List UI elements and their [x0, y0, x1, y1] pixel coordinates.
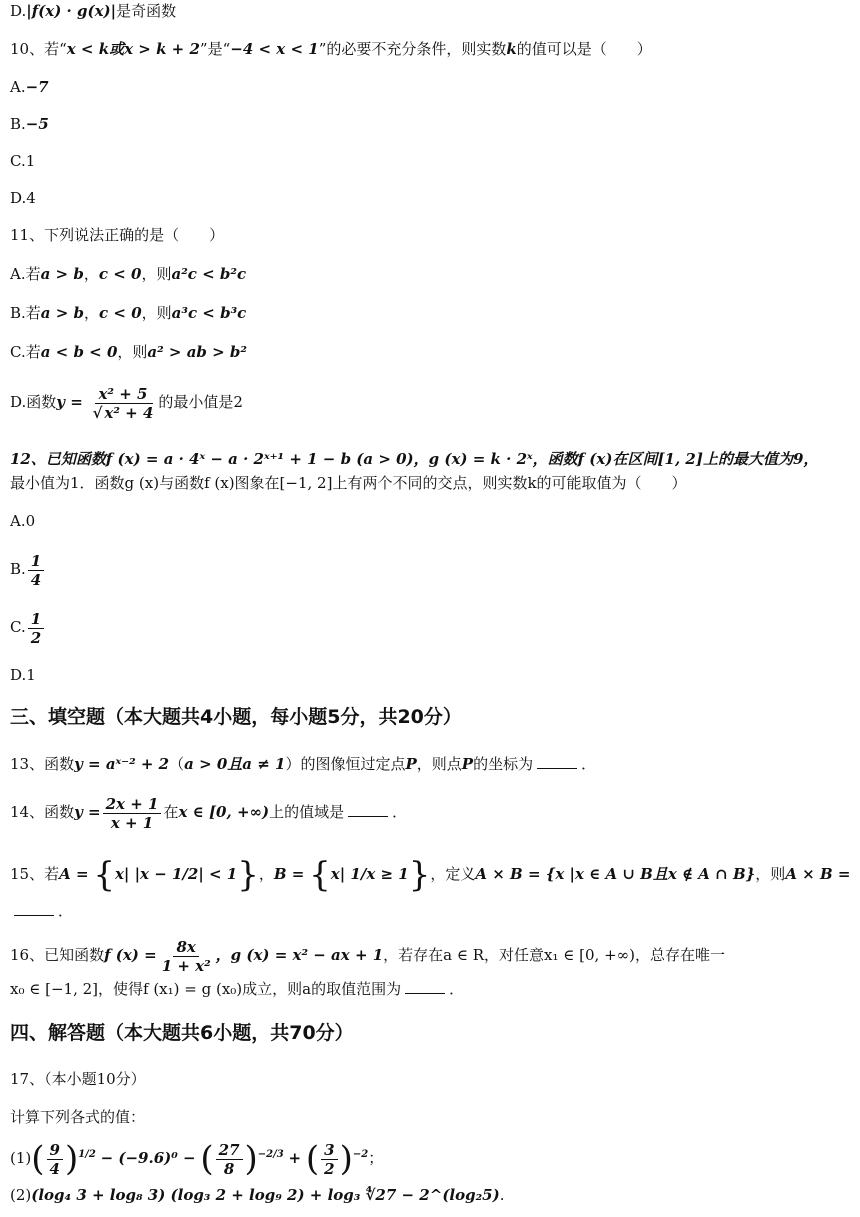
stem-text: 在	[163, 803, 179, 821]
math-expr: x < k或x > k + 2	[66, 40, 200, 58]
q11-option-d	[10, 380, 243, 424]
q15-line2	[10, 900, 73, 922]
math-expr: −4 < x < 1	[230, 40, 319, 58]
q12-option-d	[10, 664, 36, 686]
option-label: D.	[10, 189, 27, 207]
answer-blank[interactable]	[348, 804, 388, 817]
section-3-heading: 三、填空题（本大题共4小题，每小题5分，共20分）	[10, 706, 462, 728]
stem-text: 的值可以是（ ）	[516, 40, 652, 58]
answer-blank[interactable]	[405, 981, 445, 994]
math-expr: +	[288, 1149, 302, 1167]
stem-text: ，若存在a ∈ R，对任意x₁ ∈ [0, +∞)，总存在唯一	[383, 946, 726, 964]
option-value: 1	[25, 152, 36, 170]
answer-blank[interactable]	[14, 903, 54, 916]
answer-blank[interactable]	[537, 756, 577, 769]
option-text: 的最小值是2	[158, 393, 243, 411]
option-label: D.	[10, 2, 27, 20]
fraction	[90, 385, 157, 422]
stem-text: 10、若“	[10, 40, 67, 58]
q11-stem: 11、下列说法正确的是（ ）	[10, 226, 225, 244]
math-expr: a²c < b²c	[171, 265, 247, 283]
then-text: ，则	[141, 265, 172, 283]
option-label: A.	[10, 512, 26, 530]
option-text: 是奇函数	[116, 2, 177, 20]
denominator: √ x² + 4	[92, 403, 154, 422]
numerator: 1	[28, 552, 44, 571]
denominator: 8	[223, 1159, 235, 1178]
option-value: −5	[25, 115, 49, 133]
math-expr: A × B =	[785, 865, 851, 883]
math-expr: x| 1/x ≥ 1	[330, 865, 409, 883]
math-expr: y =	[74, 803, 101, 821]
q17-prompt: 计算下列各式的值：	[10, 1108, 146, 1126]
stem-text: ，则	[755, 865, 786, 883]
numerator: x² + 5	[95, 385, 150, 404]
q10-option-c	[10, 150, 35, 172]
paren: (	[305, 1139, 320, 1179]
brace: {	[309, 855, 331, 895]
then-text: ，则	[117, 343, 148, 361]
denominator: 2	[324, 1159, 335, 1178]
stem-text: （	[169, 755, 185, 773]
q12-stem-line2: 最小值为1．函数g (x)与函数f (x)图象在[−1, 2]上有两个不同的交点，则实数k的可能取值为（ ）	[10, 474, 687, 492]
math-expr: B =	[273, 865, 305, 883]
stem-text: ，则点	[416, 755, 462, 773]
exponent: 1/2	[78, 1149, 96, 1160]
math-var: P	[461, 755, 474, 773]
numerator: 3	[321, 1141, 337, 1160]
paren: (	[200, 1139, 214, 1179]
option-label: C.若	[10, 343, 41, 361]
option-label: D.	[10, 666, 27, 684]
then-text: ，则	[141, 304, 172, 322]
q12-option-b	[10, 548, 46, 590]
q10-stem	[10, 38, 652, 60]
math-expr: A =	[59, 865, 89, 883]
sep: ，	[83, 265, 99, 283]
option-label: A.	[10, 78, 26, 96]
sep: ，	[258, 865, 274, 883]
math-expr: a > 0且a ≠ 1	[184, 755, 286, 773]
q16-line2	[10, 978, 464, 1000]
option-label: C.	[10, 152, 26, 170]
math-expr: a < b < 0	[40, 343, 118, 361]
fraction	[28, 610, 44, 647]
brace: }	[237, 855, 259, 895]
math-expr: f (x) =	[104, 946, 157, 964]
q10-option-b	[10, 113, 49, 135]
fraction	[159, 938, 214, 975]
sep: ，	[84, 304, 100, 322]
q13	[10, 753, 596, 775]
math-expr: a³c < b³c	[171, 304, 247, 322]
fraction	[28, 552, 44, 589]
punct: .	[499, 1186, 505, 1204]
numerator: 2x + 1	[103, 795, 162, 814]
q15	[10, 852, 850, 896]
option-label: B.	[10, 115, 26, 133]
stem-text: 16、已知函数	[10, 946, 105, 964]
option-label: B.若	[10, 304, 41, 322]
math-expr: − (−9.6)⁰ −	[100, 1149, 196, 1167]
q17-part2	[10, 1184, 505, 1206]
math-expr: x ∈ [0, +∞)	[178, 803, 270, 821]
paren: )	[64, 1139, 79, 1179]
q14	[10, 790, 407, 834]
math-var: P	[405, 755, 417, 773]
stem-text: 上的值域是	[269, 803, 345, 821]
numerator: 27	[216, 1141, 243, 1160]
paren: )	[339, 1139, 353, 1179]
punct: ；	[368, 1149, 384, 1167]
stem-text: 的坐标为	[473, 755, 534, 773]
math-expr: c < 0	[98, 265, 142, 283]
option-label: D.函数	[10, 393, 57, 411]
q12-option-a	[10, 510, 35, 532]
math-expr: A × B = {x |x ∈ A ∪ B且x ∉ A ∩ B}	[475, 865, 756, 883]
option-value: 0	[25, 512, 36, 530]
q17-header: 17、（本小题10分）	[10, 1070, 146, 1088]
numerator: 1	[28, 610, 44, 629]
radicand: x² + 4	[104, 403, 154, 422]
option-label: C.	[10, 618, 26, 636]
math-expr: a > b	[40, 304, 85, 322]
stem-text: ”的必要不充分条件，则实数	[318, 40, 507, 58]
q12-option-c	[10, 606, 46, 648]
q11-option-b	[10, 302, 246, 324]
option-value: −7	[25, 78, 49, 96]
q17-part1	[10, 1130, 383, 1183]
denominator: 4	[49, 1159, 60, 1178]
math-expr: ，g (x) = x² − ax + 1	[215, 946, 384, 964]
numerator: 8x	[173, 938, 198, 957]
math-expr: c < 0	[99, 304, 142, 322]
stem-text: ）的图像恒过定点	[285, 755, 406, 773]
paren: (	[31, 1139, 45, 1179]
stem-text: 15、若	[10, 865, 60, 883]
q10-option-d	[10, 187, 36, 209]
option-value: 1	[26, 666, 36, 684]
q11-option-a	[10, 263, 246, 285]
math-expr: x| |x − 1/2| < 1	[114, 865, 238, 883]
math-expr: |f(x) · g(x)|	[26, 2, 117, 20]
denominator: x + 1	[110, 813, 154, 832]
math-expr: a² > ab > b²	[147, 343, 247, 361]
fraction	[216, 1141, 243, 1178]
fraction	[321, 1141, 337, 1178]
exponent: −2	[352, 1149, 369, 1160]
fraction	[47, 1141, 63, 1178]
math-expr: y = aˣ⁻² + 2	[74, 755, 170, 773]
math-expr: (log₄ 3 + log₈ 3) (log₃ 2 + log₉ 2) + log₃ ∜27 − 2^(log₂5)	[31, 1186, 500, 1204]
stem-text: 14、函数	[10, 803, 75, 821]
denominator: 1 + x²	[161, 956, 211, 975]
brace: }	[408, 855, 431, 895]
denominator: 4	[30, 570, 42, 589]
brace: {	[93, 855, 115, 895]
punct: ．	[449, 980, 465, 998]
math-var: k	[506, 40, 517, 58]
q11-option-c	[10, 341, 247, 363]
q12-stem-line1: 12、已知函数f (x) = a · 4ˣ − a · 2ˣ⁺¹ + 1 − b (a > 0)，g (x) = k · 2ˣ，函数f (x)在区间[1, 2]上的最大值为9，	[10, 450, 819, 468]
punct: ．	[58, 902, 74, 920]
punct: ．	[581, 755, 597, 773]
part-label: (1)	[10, 1149, 32, 1167]
fraction	[103, 795, 162, 832]
stem-text: ，定义	[430, 865, 476, 883]
q10-option-a	[10, 76, 49, 98]
option-label: A.若	[10, 265, 41, 283]
numerator: 9	[47, 1141, 63, 1160]
stem-text: ”是“	[199, 40, 231, 58]
option-value: 4	[26, 189, 36, 207]
punct: ．	[392, 803, 408, 821]
option-label: B.	[10, 560, 26, 578]
stem-text: 13、函数	[10, 755, 75, 773]
paren: )	[244, 1139, 258, 1179]
math-expr: a > b	[40, 265, 84, 283]
section-4-heading: 四、解答题（本大题共6小题，共70分）	[10, 1022, 354, 1044]
denominator: 2	[30, 628, 42, 647]
part-label: (2)	[10, 1186, 32, 1204]
stem-text: x₀ ∈ [−1, 2]，使得f (x₁) = g (x₀)成立，则a的取值范围为	[10, 980, 402, 998]
q16-line1	[10, 933, 725, 977]
q9-option-d	[10, 0, 176, 22]
math-expr: y =	[56, 393, 83, 411]
exponent: −2/3	[257, 1149, 284, 1160]
